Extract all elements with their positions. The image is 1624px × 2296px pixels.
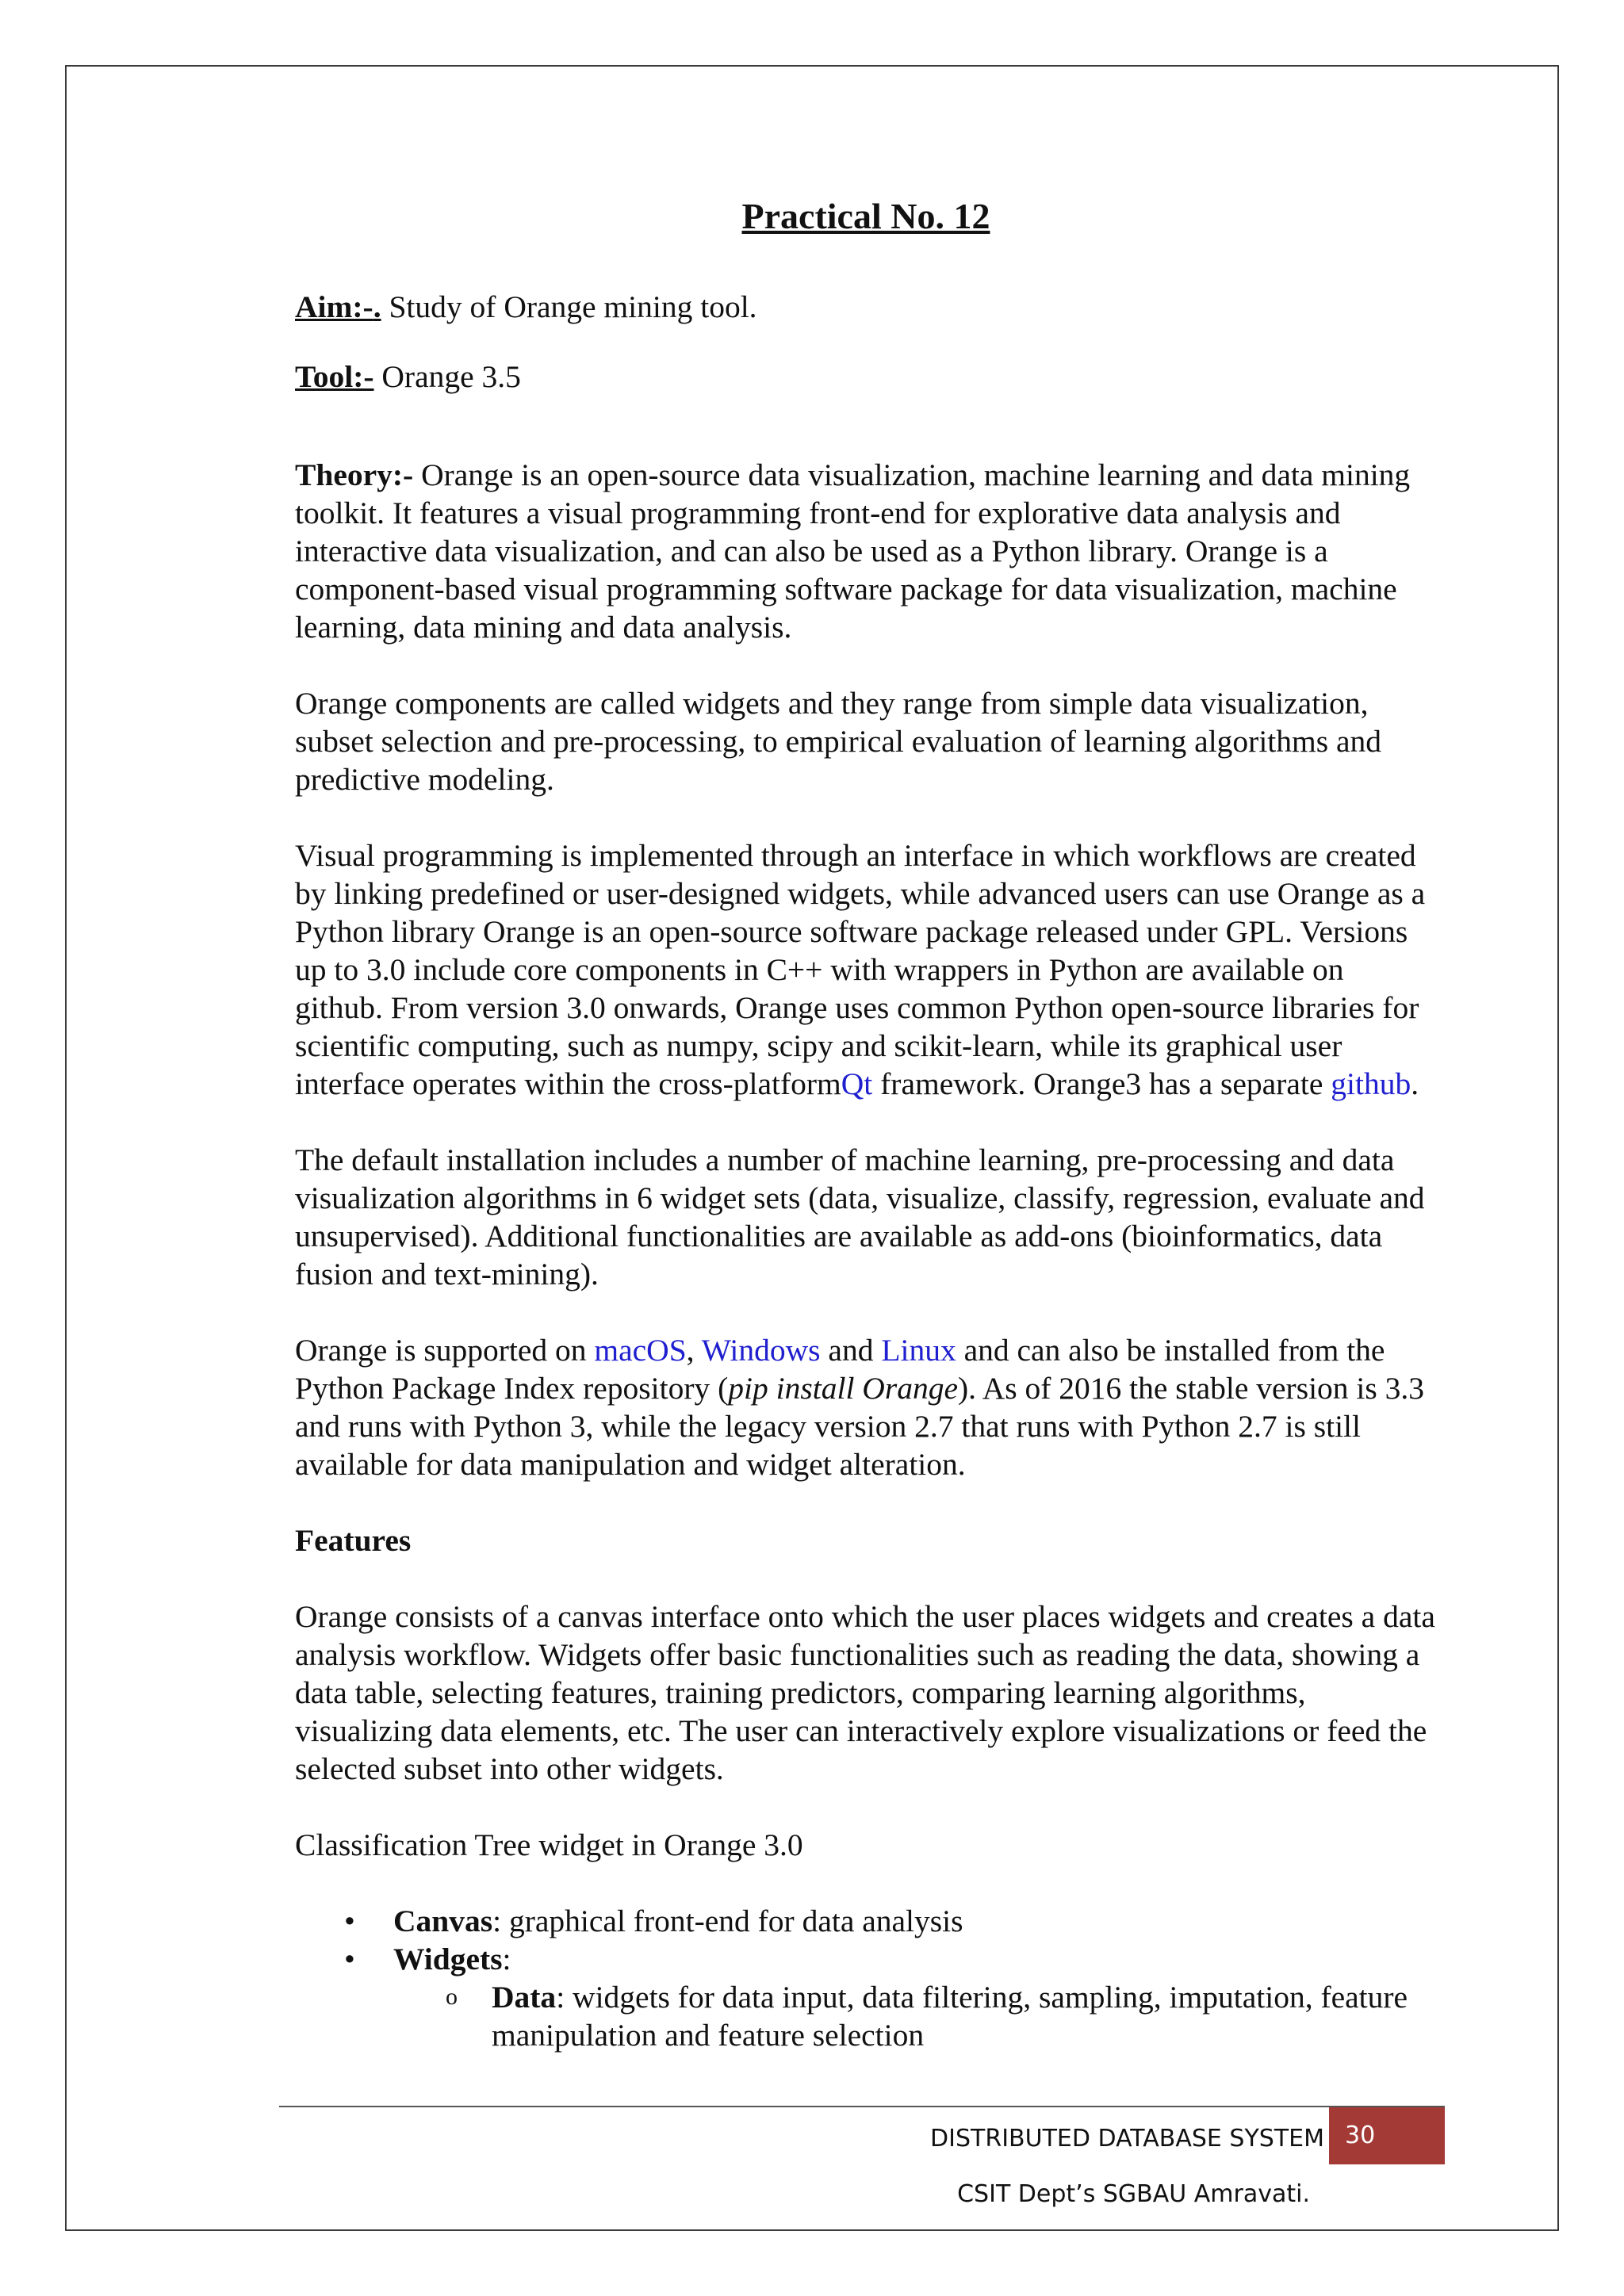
bullet-text: : graphical front-end for data analysis — [492, 1904, 963, 1938]
linux-link[interactable]: Linux — [881, 1333, 956, 1368]
theory-p5-text-2: and can also be installed from the Python Package Index repository ( — [295, 1333, 1385, 1406]
theory-paragraph-4: The default installation includes a number of machine learning, pre-processing and data visualization algorithms in 6 widget sets (data, visualize, classify, regression, evaluate and unsupervised). Additional functionalities are available as add-ons (bioinformatics, data fusion and text-mining). — [295, 1142, 1425, 1292]
theory-p5-and: and — [820, 1333, 882, 1368]
qt-link[interactable]: Qt — [841, 1066, 873, 1101]
windows-link[interactable]: Windows — [701, 1333, 821, 1368]
sub-bullet-text: : widgets for data input, data filtering, sampling, imputation, feature manipulation and feature selection — [492, 1980, 1408, 2053]
list-item — [295, 1978, 1437, 2054]
theory-label: Theory:- — [295, 457, 414, 492]
footer-dept: CSIT Dept’s SGBAU Amravati. — [957, 2180, 1310, 2208]
theory-p1-text: Orange is an open-source data visualization, machine learning and data mining toolkit. It features a visual programming front-end for explorative data analysis and interactive data visualization, and can also be used as a Python library. Orange is a component-based visual programming software package for data visualization, machine learning, data mining and data analysis. — [295, 457, 1411, 645]
theory-paragraph-2: Orange components are called widgets and they range from simple data visualization, subset selection and pre-processing, to empirical evaluation of learning algorithms and predictive modeling. — [295, 686, 1382, 797]
bullet-icon: • — [344, 1904, 355, 1938]
theory-paragraph-5 — [295, 1331, 1437, 1483]
macos-link[interactable]: macOS — [594, 1333, 687, 1368]
bullet-term: Widgets — [393, 1942, 503, 1976]
theory-paragraph-3 — [295, 836, 1437, 1103]
theory-p5-comma: , — [686, 1333, 702, 1368]
pip-install-command: pip install Orange — [728, 1371, 958, 1406]
tool-label: Tool:- — [295, 359, 374, 394]
list-item — [295, 1902, 1437, 1940]
aim-line — [295, 288, 757, 326]
tool-text: Orange 3.5 — [373, 359, 521, 394]
features-heading: Features — [295, 1523, 412, 1558]
theory-p3-text-1: Visual programming is implemented through an interface in which workflows are created by linking predefined or user-designed widgets, while advanced users can use Orange as a Python library Orange is an open-source software package released under GPL. Versions up to 3.0 include core components in C++ with wrappers in Python are available on github. From version 3.0 onwards, Orange uses common Python open-source libraries for scientific computing, such as numpy, scipy and scikit-learn, while its graphical user interface operates within the cross-platform — [295, 838, 1426, 1101]
footer-divider — [279, 2106, 1445, 2107]
theory-p3-text-2: framework. Orange3 has a separate — [872, 1066, 1331, 1101]
tool-line — [295, 358, 521, 396]
sub-bullet-term: Data — [492, 1980, 557, 2015]
theory-p3-text-3: . — [1411, 1066, 1419, 1101]
page-number: 30 — [1329, 2107, 1445, 2164]
list-item — [295, 1940, 1437, 1978]
bullet-text: : — [502, 1942, 511, 1976]
footer-subject: DISTRIBUTED DATABASE SYSTEM — [930, 2125, 1324, 2152]
features-paragraph-1: Orange consists of a canvas interface onto which the user places widgets and creates a data analysis workflow. Widgets offer basic functionalities such as reading the data, showing a data table, selecting features, training predictors, comparing learning algorithms, visualizing data elements, etc. The user can interactively explore visualizations or feed the selected subset into other widgets. — [295, 1599, 1435, 1786]
github-link[interactable]: github — [1331, 1066, 1411, 1101]
features-paragraph-2: Classification Tree widget in Orange 3.0 — [295, 1827, 803, 1862]
widgets-sub-list — [295, 1978, 1437, 2054]
theory-p5-text-3: ). As of 2016 the stable version is 3.3 and runs with Python 3, while the legacy version 2.7 that runs with Python 2.7 is still available for data manipulation and widget alteration. — [295, 1371, 1425, 1482]
theory-p5-text-1: Orange is supported on — [295, 1333, 595, 1368]
page-title: Practical No. 12 — [741, 196, 990, 236]
sub-bullet-icon: o — [446, 1984, 458, 2010]
bullet-icon: • — [344, 1942, 355, 1976]
aim-label: Aim:-. — [295, 289, 381, 324]
theory-section — [295, 456, 1437, 2054]
theory-paragraph-1 — [295, 456, 1437, 646]
bullet-term: Canvas — [393, 1904, 493, 1938]
aim-text: Study of Orange mining tool. — [381, 289, 757, 324]
features-bullet-list — [295, 1902, 1437, 1978]
